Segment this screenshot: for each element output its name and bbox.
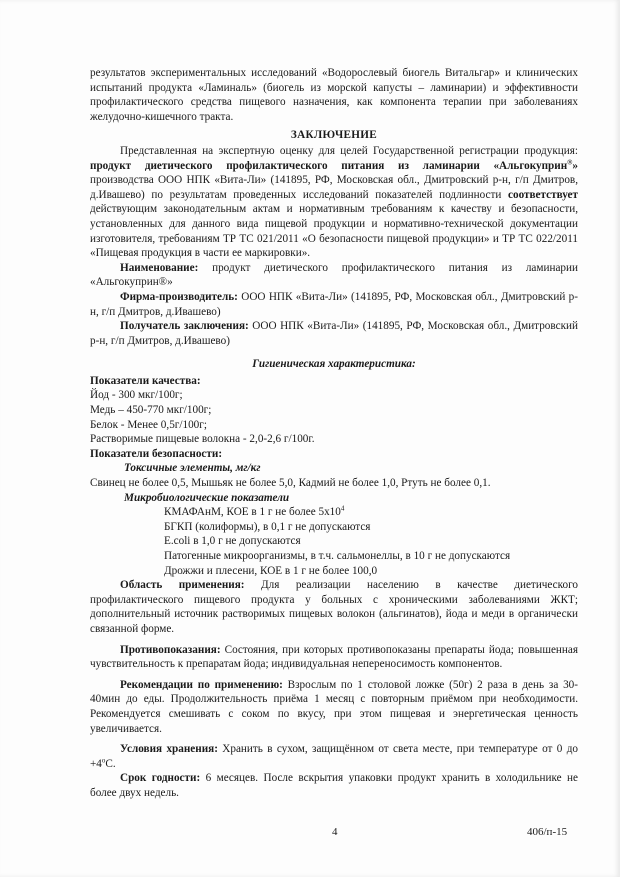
conclusion-paragraph: Представленная на экспертную оценку для целей Государственной регистрации продукция: продукт диетического профилактического питания из ламинарии «Альгокуприн®» производства ООО НПК «Вита-Ли» (141895, РФ, Московская обл., Дмитровский р-н, г/п Дмитров, д.Ивашево) по результатам проведенных исследований показателей подлинности соответствует действующим законодательным актам и нормативным требованиям к качеству и безопасности, установленных для данного вида пищевой продукции и нормативно-технической документации изготовителя, требованиям ТР ТС 021/2011 «О безопасности пищевой продукции» и ТР ТС 022/2011 «Пищевая продукция в части ее маркировки». bbox=[90, 144, 578, 260]
hygiene-title: Гигиеническая характеристика: bbox=[252, 358, 416, 371]
manufacturer-line: Фирма-производитель: ООО НПК «Вита-Ли» (141895, РФ, Московская обл., Дмитровский р-н, г/п Дмитров, д.Ивашево) bbox=[90, 290, 578, 318]
document-body bbox=[90, 66, 578, 801]
recipient-line: Получатель заключения: ООО НПК «Вита-Ли» (141895, РФ, Московская обл., Дмитровский р-н, г/п Дмитров, д.Ивашево) bbox=[90, 320, 578, 347]
shelf-life-paragraph: Срок годности: 6 месяцев. После вскрытия упаковки продукт хранить в холодильнике не более двух недель. bbox=[90, 772, 578, 799]
quality-item-fiber: Растворимые пищевые волокна - 2,0-2,6 г/100г. bbox=[90, 433, 315, 446]
micro-item-ecoli: E.coli в 1,0 г не допускаются bbox=[164, 535, 301, 548]
microbiology-label: Микробиологические показатели bbox=[124, 491, 290, 504]
quality-item-copper: Медь – 450-770 мкг/100г; bbox=[90, 404, 212, 417]
micro-item-yeast: Дрожжи и плесени, КОЕ в 1 г не более 100,0 bbox=[164, 564, 378, 577]
usage-paragraph: Рекомендации по применению: Взрослым по 1 столовой ложке (50г) 2 раза в день за 30-40мин до еды. Продолжительность приёма 1 месяц с повторным приёмом при необходимости. Рекомендуется смешивать с соком по вкусу, при этом пищевая и энергетическая ценность увеличивается. bbox=[90, 678, 578, 735]
quality-item-protein: Белок - Менее 0,5г/100г; bbox=[90, 418, 207, 431]
toxic-elements-label: Токсичные элементы, мг/кг bbox=[124, 462, 261, 475]
safety-label: Показатели безопасности: bbox=[90, 447, 223, 460]
compliance-word: соответствует bbox=[508, 188, 578, 201]
page-number: 4 bbox=[332, 826, 338, 838]
conclusion-title: ЗАКЛЮЧЕНИЕ bbox=[290, 129, 378, 142]
quality-item-iodine: Йод - 300 мкг/100г; bbox=[90, 389, 183, 402]
scope-paragraph: Область применения: Для реализации населению в качестве диетического профилактического пищевого продукта у больных с хроническими заболеваниями ЖКТ; дополнительный источник растворимых пищевых волокон (альгинатов), йода и меди в органически связанной форме. bbox=[90, 579, 579, 635]
micro-item-pathogens: Патогенные микроорганизмы, в т.ч. сальмонеллы, в 10 г не допускаются bbox=[164, 550, 511, 562]
quality-label: Показатели качества: bbox=[90, 374, 201, 387]
product-name-line: Наименование: продукт диетического профилактического питания из ламинарии «Альгокуприн®» bbox=[90, 261, 578, 289]
contraindications-paragraph: Противопоказания: Состояния, при которых противопоказаны препараты йода; повышенная чувствительность к препаратам йода; индивидуальная непереносимость компонентов. bbox=[90, 643, 578, 671]
toxic-elements-values: Свинец не более 0,5, Мышьяк не более 5,0, Кадмий не более 1,0, Ртуть не более 0,1. bbox=[90, 477, 491, 490]
micro-item-bgkp: БГКП (колиформы), в 0,1 г не допускаются bbox=[164, 520, 371, 533]
product-name: продукт диетического профилактического питания из ламинарии «Альгокуприн®» bbox=[90, 157, 578, 172]
intro-paragraph: результатов экспериментальных исследований «Водорослевый биогель Витальгар» и клинических испытаний продукта «Ламиналь» (биогель из морской капусты – ламинарии) и эффективности профилактического средства пищевого назначения, как компонента терапии при заболеваниях желудочно-кишечного тракта. bbox=[90, 67, 578, 123]
storage-paragraph: Условия хранения: Хранить в сухом, защищённом от света месте, при температуре от 0 до $+4^оС$. bbox=[90, 743, 578, 770]
document-number: 406/п-15 bbox=[527, 826, 568, 838]
micro-item-kmafanm: КМАФАнМ, КОЕ в 1 г не более $5х10^4$ bbox=[164, 504, 345, 519]
